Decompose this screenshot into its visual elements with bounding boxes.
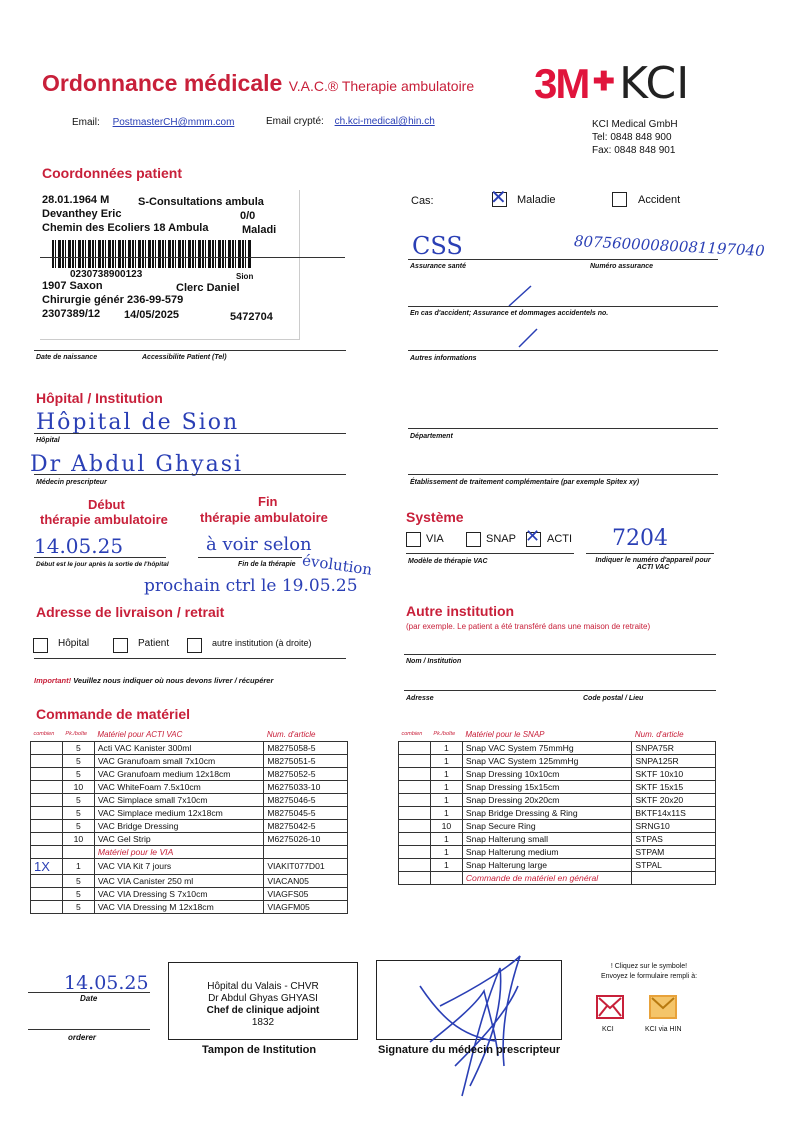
email-row [72, 117, 234, 128]
acti-article-0: M8275058-5 [264, 741, 348, 754]
general-subheader-blank-2 [430, 871, 462, 884]
via-article-1: VIACAN05 [264, 874, 348, 887]
kci-hin-mail-icon[interactable] [649, 995, 677, 1019]
patient-department: Chirurgie génér 236-99-579 [42, 294, 184, 306]
snap-pack-3: 1 [430, 780, 462, 793]
doctor-value[interactable]: Dr Abdul Ghyasi [30, 452, 244, 477]
table-row [399, 858, 716, 871]
end-value[interactable]: à voir selon [206, 534, 312, 555]
via-subheader-blank-3 [264, 845, 348, 858]
table-row [399, 832, 716, 845]
check-mark-icon: ✕ [525, 526, 541, 547]
snap-article-2: SKTF 10x10 [632, 767, 716, 780]
snap-name-7: Snap Halterung small [462, 832, 632, 845]
table-row [399, 806, 716, 819]
check-mark-icon: ✕ [490, 185, 507, 209]
logo-kci: KCI [619, 58, 690, 109]
via-subheader-label: Matériel pour le VIA [94, 845, 263, 858]
delivery-other-label: autre institution (à droite) [212, 638, 312, 648]
via-checkbox[interactable] [406, 532, 421, 547]
send-line-2: Envoyez le formulaire rempli à: [600, 973, 698, 980]
snap-checkbox[interactable] [466, 532, 481, 547]
delivery-patient-label: Patient [138, 638, 170, 649]
acti-qty-1[interactable] [31, 754, 63, 767]
title-sub: V.A.C.® Therapie ambulatoire [288, 78, 475, 94]
email-crypt-row [266, 116, 435, 127]
via-article-3: VIAGFM05 [264, 900, 348, 913]
patient-code: 0/0 [240, 210, 256, 222]
snap-pack-7: 1 [430, 832, 462, 845]
acti-name-1: VAC Granufoam small 7x10cm [94, 754, 263, 767]
caption-institution-address: Adresse [406, 695, 434, 702]
table-row [31, 767, 348, 780]
patient-barcode [52, 240, 252, 268]
insurance-value[interactable]: CSS [412, 232, 463, 260]
acti-article-5: M8275045-5 [264, 806, 348, 819]
table-row [31, 780, 348, 793]
snap-qty-2[interactable] [399, 767, 431, 780]
snap-pack-8: 1 [430, 845, 462, 858]
start-title-1: Début [88, 497, 125, 512]
via-pack-3: 5 [62, 900, 94, 913]
snap-name-6: Snap Secure Ring [462, 819, 632, 832]
section-hospital: Hôpital / Institution [36, 390, 163, 406]
caption-stamp: Tampon de Institution [202, 1044, 317, 1056]
acti-name-0: Acti VAC Kanister 300ml [94, 741, 263, 754]
caption-accident: En cas d'accident; Assurance et dommages accidentels no. [410, 310, 609, 317]
snap-qty-7[interactable] [399, 832, 431, 845]
acti-pack-1: 5 [62, 754, 94, 767]
header-article: Num. d'article [632, 728, 716, 741]
acti-article-2: M8275052-5 [264, 767, 348, 780]
general-subheader [399, 871, 716, 884]
maladie-label: Maladie [517, 194, 556, 206]
table-row [399, 741, 716, 754]
snap-qty-0[interactable] [399, 741, 431, 754]
patient-insurance-type: Maladi [242, 224, 277, 236]
footer-date-value[interactable]: 14.05.25 [64, 972, 149, 994]
table-row [399, 845, 716, 858]
snap-article-0: SNPA75R [632, 741, 716, 754]
acti-material-table [30, 728, 348, 914]
patient-number: 5472704 [230, 311, 273, 323]
send-instructions [574, 962, 724, 982]
snap-material-table [398, 728, 716, 885]
barcode-number: 0230738900123 [70, 269, 143, 280]
acti-article-6: M8275042-5 [264, 819, 348, 832]
email-crypt-link[interactable]: ch.kci-medical@hin.ch [334, 116, 435, 127]
acti-label: ACTI [547, 533, 573, 545]
section-patient: Coordonnées patient [42, 165, 183, 181]
acti-qty-5[interactable] [31, 806, 63, 819]
snap-name-5: Snap Bridge Dressing & Ring [462, 806, 632, 819]
company-fax: Fax: 0848 848 901 [592, 145, 676, 156]
kci-mail-icon[interactable] [596, 995, 624, 1019]
caption-end: Fin de la thérapie [238, 561, 296, 568]
stamp-line-4: 1832 [251, 1017, 275, 1028]
acti-qty-2[interactable] [31, 767, 63, 780]
patient-name: Devanthey Eric [42, 208, 122, 220]
snap-article-4: SKTF 20x20 [632, 793, 716, 806]
caption-device: Indiquer le numéro d'appareil pour ACTI VAC [595, 557, 711, 571]
acti-checkbox[interactable] [525, 526, 541, 547]
caption-insurance: Assurance santé [410, 263, 467, 270]
logo [534, 58, 689, 109]
table-row [31, 858, 348, 874]
table-row [31, 887, 348, 900]
start-title-2: thérapie ambulatoire [40, 512, 168, 527]
caption-start: Début est le jour après la sortie de l'hôpital [36, 561, 169, 568]
caption-orderer: orderer [68, 1033, 97, 1042]
snap-name-1: Snap VAC System 125mmHg [462, 754, 632, 767]
via-name-0: VAC VIA Kit 7 jours [94, 858, 263, 874]
header-material: Matériel pour ACTI VAC [94, 728, 263, 741]
end-title-1: Fin [258, 494, 278, 509]
snap-name-0: Snap VAC System 75mmHg [462, 741, 632, 754]
important-note [34, 676, 273, 685]
via-qty-0[interactable]: 1X [31, 858, 63, 874]
doctor-signature [400, 946, 550, 1106]
patient-birth: 28.01.1964 M [42, 194, 110, 206]
via-subheader-blank-2 [62, 845, 94, 858]
institution-stamp [168, 962, 358, 1040]
other-institution-subtitle: (par exemple. Le patient a été transféré dans une maison de retraite) [406, 622, 651, 631]
table-row [31, 900, 348, 913]
header-pack: Pk./boîte [430, 728, 462, 741]
via-article-0: VIAKIT077D01 [264, 858, 348, 874]
important-text: Veuillez nous indiquer où nous devons livrer / récupérer [73, 676, 274, 685]
snap-article-9: STPAL [632, 858, 716, 871]
patient-doctor: Clerc Daniel [176, 282, 240, 294]
caption-phone: Accessibilite Patient (Tel) [142, 354, 227, 361]
insurance-number-value[interactable]: 80756000080081197040 [573, 232, 766, 260]
acti-name-2: VAC Granufoam medium 12x18cm [94, 767, 263, 780]
snap-name-4: Snap Dressing 20x20cm [462, 793, 632, 806]
accident-label: Accident [638, 194, 681, 206]
start-date-value[interactable]: 14.05.25 [34, 534, 124, 558]
patient-location: 1907 Saxon [42, 280, 103, 292]
delivery-hospital-checkbox[interactable] [33, 638, 48, 653]
acti-qty-7[interactable] [31, 832, 63, 845]
end-value-2[interactable]: évolution [301, 551, 374, 579]
via-subheader [31, 845, 348, 858]
acti-pack-7: 10 [62, 832, 94, 845]
snap-article-5: BKTF14x11S [632, 806, 716, 819]
acti-article-4: M8275046-5 [264, 793, 348, 806]
caption-signature: Signature du médecin prescripteur [378, 1044, 561, 1056]
table-row [399, 793, 716, 806]
snap-article-6: SRNG10 [632, 819, 716, 832]
snap-name-3: Snap Dressing 15x15cm [462, 780, 632, 793]
snap-qty-3[interactable] [399, 780, 431, 793]
email-crypt-label: Email crypté: [266, 116, 324, 127]
device-number-value[interactable]: 7204 [612, 526, 668, 551]
acti-pack-5: 5 [62, 806, 94, 819]
snap-pack-6: 10 [430, 819, 462, 832]
via-name-3: VAC VIA Dressing M 12x18cm [94, 900, 263, 913]
form-title [42, 70, 474, 97]
table-row [31, 754, 348, 767]
snap-qty-6[interactable] [399, 819, 431, 832]
snap-pack-0: 1 [430, 741, 462, 754]
acti-pack-6: 5 [62, 819, 94, 832]
snap-qty-1[interactable] [399, 754, 431, 767]
via-label: VIA [426, 533, 444, 545]
table-row [399, 780, 716, 793]
section-system: Système [406, 509, 464, 525]
acti-qty-6[interactable] [31, 819, 63, 832]
caption-hospital: Hôpital [36, 437, 60, 444]
snap-pack-1: 1 [430, 754, 462, 767]
via-subheader-blank-1 [31, 845, 63, 858]
acti-name-5: VAC Simplace medium 12x18cm [94, 806, 263, 819]
general-subheader-blank-1 [399, 871, 431, 884]
snap-qty-9[interactable] [399, 858, 431, 871]
acti-name-7: VAC Gel Strip [94, 832, 263, 845]
send-line-1: ! Cliquez sur le symbole! [610, 963, 688, 970]
important-label: Important! [34, 676, 72, 685]
section-delivery: Adresse de livraison / retrait [36, 604, 225, 620]
snap-pack-9: 1 [430, 858, 462, 871]
snap-pack-4: 1 [430, 793, 462, 806]
snap-article-1: SNPA125R [632, 754, 716, 767]
snap-name-8: Snap Halterung medium [462, 845, 632, 858]
acti-qty-4[interactable] [31, 793, 63, 806]
acti-article-7: M6275026-10 [264, 832, 348, 845]
patient-date: 14/05/2025 [124, 309, 180, 321]
accident-checkbox[interactable] [612, 192, 627, 207]
followup-note[interactable]: prochain ctrl le 19.05.25 [144, 576, 358, 596]
patient-label [40, 190, 300, 340]
case-label: Cas: [411, 195, 434, 207]
caption-doctor: Médecin prescripteur [36, 479, 107, 486]
via-pack-2: 5 [62, 887, 94, 900]
caption-model: Modèle de thérapie VAC [408, 558, 488, 565]
section-other-institution: Autre institution [406, 603, 515, 619]
snap-pack-5: 1 [430, 806, 462, 819]
slash-mark-2 [515, 327, 541, 349]
caption-institution-name: Nom / Institution [406, 658, 462, 665]
via-name-2: VAC VIA Dressing S 7x10cm [94, 887, 263, 900]
company-block [592, 118, 678, 157]
snap-label: SNAP [486, 533, 516, 545]
acti-pack-3: 10 [62, 780, 94, 793]
snap-qty-5[interactable] [399, 806, 431, 819]
acti-article-1: M8275051-5 [264, 754, 348, 767]
via-name-1: VAC VIA Canister 250 ml [94, 874, 263, 887]
table-row [399, 767, 716, 780]
delivery-patient-checkbox[interactable] [113, 638, 128, 653]
table-row [31, 741, 348, 754]
end-title-2: thérapie ambulatoire [200, 510, 328, 525]
acti-qty-0[interactable] [31, 741, 63, 754]
header-qty: combien [31, 728, 63, 741]
caption-department: Département [410, 433, 453, 440]
via-pack-1: 5 [62, 874, 94, 887]
snap-qty-4[interactable] [399, 793, 431, 806]
header-pack: Pk./boîte [62, 728, 94, 741]
stamp-line-3: Chef de clinique adjoint [206, 1005, 320, 1016]
acti-qty-3[interactable] [31, 780, 63, 793]
patient-address: Chemin des Ecoliers 18 Ambula [42, 222, 209, 234]
table-row [399, 819, 716, 832]
caption-insurance-number: Numéro assurance [590, 263, 654, 270]
caption-institution-postal: Code postal / Lieu [583, 695, 644, 702]
kci-hin-send-label: KCI via HIN [645, 1026, 682, 1033]
title-main: Ordonnance médicale [42, 70, 283, 96]
via-pack-0: 1 [62, 858, 94, 874]
table-row [31, 806, 348, 819]
slash-mark-1 [505, 284, 535, 308]
table-row [31, 793, 348, 806]
header-article: Num. d'article [264, 728, 348, 741]
via-qty-2[interactable] [31, 887, 63, 900]
snap-name-2: Snap Dressing 10x10cm [462, 767, 632, 780]
patient-city: Sion [236, 272, 254, 281]
acti-pack-4: 5 [62, 793, 94, 806]
logo-plus-icon: ✚ [592, 66, 615, 96]
caption-date: Date [80, 994, 98, 1003]
kci-send-label: KCI [602, 1026, 614, 1033]
company-name: KCI Medical GmbH [592, 119, 678, 130]
patient-consult: S-Consultations ambula [138, 196, 264, 208]
acti-article-3: M6275033-10 [264, 780, 348, 793]
table-row [31, 832, 348, 845]
stamp-line-2: Dr Abdul Ghyas GHYASI [208, 993, 318, 1004]
email-label: Email: [72, 117, 100, 128]
table-row [31, 874, 348, 887]
snap-article-3: SKTF 15x15 [632, 780, 716, 793]
general-subheader-blank-3 [632, 871, 716, 884]
acti-name-3: VAC WhiteFoam 7.5x10cm [94, 780, 263, 793]
table-row [31, 819, 348, 832]
snap-article-8: STPAM [632, 845, 716, 858]
snap-qty-8[interactable] [399, 845, 431, 858]
caption-birth: Date de naissance [36, 354, 98, 361]
section-order: Commande de matériel [36, 706, 191, 722]
header-qty: combien [399, 728, 431, 741]
delivery-hospital-label: Hôpital [58, 638, 90, 649]
snap-article-7: STPAS [632, 832, 716, 845]
logo-3m: 3M [534, 60, 589, 107]
snap-name-9: Snap Halterung large [462, 858, 632, 871]
delivery-other-checkbox[interactable] [187, 638, 202, 653]
header-material: Matériel pour le SNAP [462, 728, 632, 741]
via-qty-1[interactable] [31, 874, 63, 887]
acti-pack-2: 5 [62, 767, 94, 780]
via-article-2: VIAGFS05 [264, 887, 348, 900]
acti-name-6: VAC Bridge Dressing [94, 819, 263, 832]
acti-name-4: VAC Simplace small 7x10cm [94, 793, 263, 806]
stamp-line-1: Hôpital du Valais - CHVR [207, 981, 319, 992]
caption-other: Autres informations [410, 355, 477, 362]
company-tel: Tel: 0848 848 900 [592, 132, 672, 143]
email-link[interactable]: PostmasterCH@mmm.com [112, 117, 235, 128]
caption-treatment: Établissement de traitement complémentaire (par exemple Spitex xy) [410, 479, 640, 486]
hospital-value[interactable]: Hôpital de Sion [36, 410, 240, 435]
patient-case-id: 2307389/12 [42, 308, 101, 320]
maladie-checkbox[interactable] [490, 185, 507, 209]
via-qty-3[interactable] [31, 900, 63, 913]
table-row [399, 754, 716, 767]
acti-pack-0: 5 [62, 741, 94, 754]
snap-pack-2: 1 [430, 767, 462, 780]
general-subheader-label: Commande de matériel en général [462, 871, 632, 884]
